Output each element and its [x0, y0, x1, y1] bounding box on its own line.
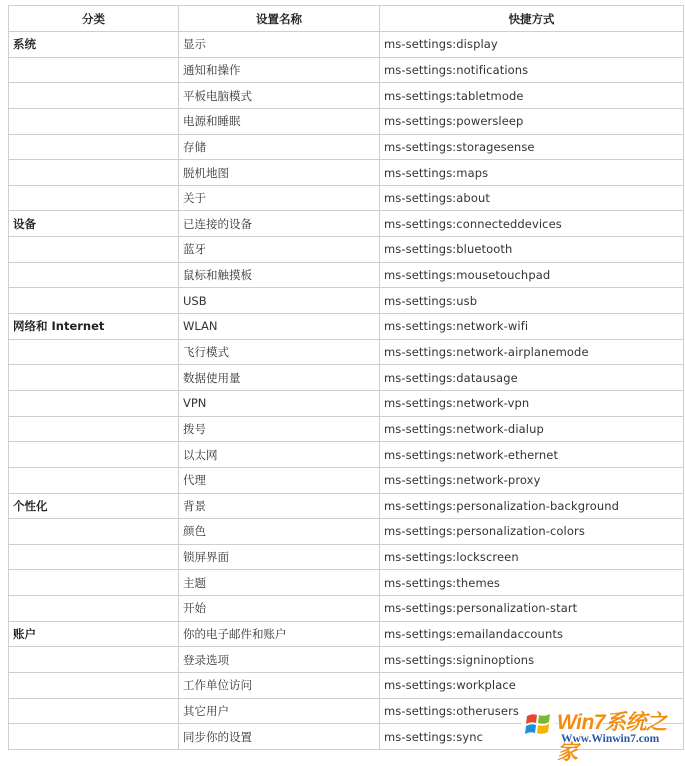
cell-setting-name: 其它用户 [179, 698, 380, 724]
table-row [9, 596, 684, 622]
cell-shortcut: ms-settings:themes [380, 570, 684, 596]
table-row [9, 108, 684, 134]
cell-setting-name: 拨号 [179, 416, 380, 442]
cell-setting-name: USB [179, 288, 380, 314]
watermark-site: Www.Winwin7.com [561, 733, 660, 745]
cell-shortcut: ms-settings:bluetooth [380, 237, 684, 263]
header-shortcut: 快捷方式 [380, 6, 684, 32]
cell-category [9, 724, 179, 750]
cell-category [9, 134, 179, 160]
cell-setting-name: 背景 [179, 493, 380, 519]
table-row [9, 160, 684, 186]
cell-shortcut: ms-settings:tabletmode [380, 83, 684, 109]
cell-shortcut: ms-settings:network-ethernet [380, 442, 684, 468]
cell-category [9, 673, 179, 699]
cell-shortcut: ms-settings:personalization-start [380, 596, 684, 622]
cell-category [9, 544, 179, 570]
table-row [9, 390, 684, 416]
header-setting-name: 设置名称 [179, 6, 380, 32]
cell-setting-name: 飞行模式 [179, 339, 380, 365]
cell-shortcut: ms-settings:storagesense [380, 134, 684, 160]
table-row [9, 544, 684, 570]
cell-category [9, 467, 179, 493]
table-header-row [9, 6, 684, 32]
cell-category [9, 237, 179, 263]
cell-shortcut: ms-settings:usb [380, 288, 684, 314]
cell-shortcut: ms-settings:personalization-background [380, 493, 684, 519]
table-row [9, 339, 684, 365]
table-row [9, 83, 684, 109]
cell-shortcut: ms-settings:about [380, 185, 684, 211]
table-row [9, 57, 684, 83]
cell-setting-name: 数据使用量 [179, 365, 380, 391]
cell-category [9, 442, 179, 468]
table-row [9, 673, 684, 699]
watermark-title: Win7系统之家 [557, 711, 667, 764]
cell-category: 设备 [9, 211, 179, 237]
cell-shortcut: ms-settings:mousetouchpad [380, 262, 684, 288]
cell-setting-name: 登录选项 [179, 647, 380, 673]
cell-category [9, 83, 179, 109]
table-row [9, 519, 684, 545]
cell-setting-name: 颜色 [179, 519, 380, 545]
cell-setting-name: 锁屏界面 [179, 544, 380, 570]
windows-logo-icon [519, 704, 559, 744]
table-row [9, 493, 684, 519]
cell-shortcut: ms-settings:lockscreen [380, 544, 684, 570]
cell-category [9, 160, 179, 186]
table-row [9, 647, 684, 673]
cell-shortcut: ms-settings:network-vpn [380, 390, 684, 416]
table-row [9, 185, 684, 211]
settings-shortcut-table [8, 5, 684, 750]
cell-category: 系统 [9, 32, 179, 58]
table-row [9, 365, 684, 391]
cell-setting-name: 主题 [179, 570, 380, 596]
cell-category [9, 365, 179, 391]
cell-category: 个性化 [9, 493, 179, 519]
cell-category [9, 108, 179, 134]
cell-category [9, 519, 179, 545]
cell-shortcut: ms-settings:network-dialup [380, 416, 684, 442]
cell-setting-name: 已连接的设备 [179, 211, 380, 237]
table-row [9, 288, 684, 314]
cell-shortcut: ms-settings:network-proxy [380, 467, 684, 493]
table-row [9, 314, 684, 340]
cell-setting-name: 存储 [179, 134, 380, 160]
cell-setting-name: 关于 [179, 185, 380, 211]
cell-shortcut: ms-settings:maps [380, 160, 684, 186]
table-row [9, 32, 684, 58]
cell-setting-name: WLAN [179, 314, 380, 340]
table-row [9, 570, 684, 596]
cell-category [9, 570, 179, 596]
cell-setting-name: 平板电脑模式 [179, 83, 380, 109]
cell-shortcut: ms-settings:display [380, 32, 684, 58]
cell-shortcut: ms-settings:sync [380, 724, 684, 750]
cell-category [9, 262, 179, 288]
cell-category [9, 416, 179, 442]
cell-category [9, 185, 179, 211]
cell-category [9, 339, 179, 365]
header-category: 分类 [9, 6, 179, 32]
table-row [9, 262, 684, 288]
table-row [9, 442, 684, 468]
cell-setting-name: 同步你的设置 [179, 724, 380, 750]
cell-category: 账户 [9, 621, 179, 647]
cell-setting-name: 通知和操作 [179, 57, 380, 83]
site-watermark [519, 702, 681, 764]
cell-shortcut: ms-settings:connecteddevices [380, 211, 684, 237]
cell-setting-name: 蓝牙 [179, 237, 380, 263]
cell-shortcut: ms-settings:network-airplanemode [380, 339, 684, 365]
table-row [9, 467, 684, 493]
table-row [9, 621, 684, 647]
cell-setting-name: 显示 [179, 32, 380, 58]
cell-setting-name: 脱机地图 [179, 160, 380, 186]
cell-setting-name: 代理 [179, 467, 380, 493]
cell-shortcut: ms-settings:notifications [380, 57, 684, 83]
cell-setting-name: 开始 [179, 596, 380, 622]
cell-category [9, 698, 179, 724]
cell-shortcut: ms-settings:signinoptions [380, 647, 684, 673]
cell-shortcut: ms-settings:network-wifi [380, 314, 684, 340]
cell-category [9, 647, 179, 673]
cell-category [9, 288, 179, 314]
cell-category: 网络和 Internet [9, 314, 179, 340]
table-row [9, 237, 684, 263]
cell-setting-name: 鼠标和触摸板 [179, 262, 380, 288]
cell-category [9, 57, 179, 83]
cell-shortcut: ms-settings:personalization-colors [380, 519, 684, 545]
cell-shortcut: ms-settings:powersleep [380, 108, 684, 134]
cell-setting-name: 你的电子邮件和账户 [179, 621, 380, 647]
cell-category [9, 390, 179, 416]
table-row [9, 416, 684, 442]
cell-setting-name: 以太网 [179, 442, 380, 468]
cell-shortcut: ms-settings:otherusers [380, 698, 684, 724]
cell-setting-name: 工作单位访问 [179, 673, 380, 699]
cell-setting-name: 电源和睡眠 [179, 108, 380, 134]
cell-shortcut: ms-settings:datausage [380, 365, 684, 391]
cell-setting-name: VPN [179, 390, 380, 416]
cell-shortcut: ms-settings:workplace [380, 673, 684, 699]
cell-shortcut: ms-settings:emailandaccounts [380, 621, 684, 647]
table-row [9, 134, 684, 160]
cell-category [9, 596, 179, 622]
table-row [9, 211, 684, 237]
